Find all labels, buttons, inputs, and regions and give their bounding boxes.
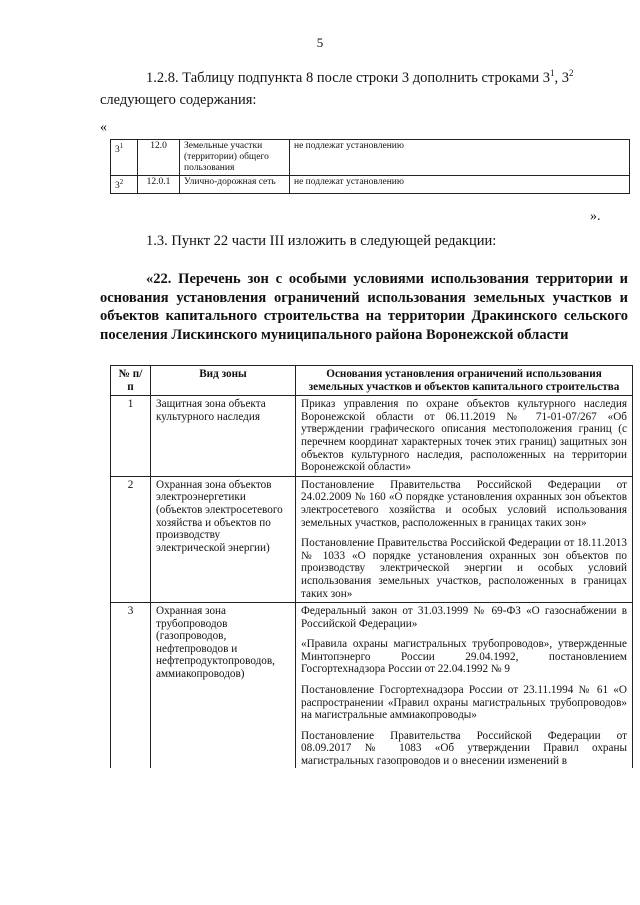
item-1-3: 1.3. Пункт 22 части III изложить в следующей редакции: (146, 233, 497, 249)
header-zone: Вид зоны (151, 366, 296, 396)
superscript: 1 (550, 68, 555, 78)
zone-name: Защитная зона объекта культурного наследия (151, 396, 296, 477)
quote-close: ». (590, 209, 601, 224)
legal-basis: Постановление Правительства Российской Федерации от 24.02.2009 № 160 «О порядке установления охранных зон объектов электросетевого хозяйства и особых условий использования земельных участков, расположенных в границах таких зон» (301, 478, 627, 529)
legal-basis: Приказ управления по охране объектов культурного наследия Воронежской области от 06.11.2019 № 71-01-07/267 «Об утверждении графического описания местоположения границ (с перечнем координат характерных точек этих границ) защитных зон объектов культурного наследия, расположенных на территории Воронежской области» (301, 398, 627, 474)
legal-basis: Федеральный закон от 31.03.1999 № 69-ФЗ «О газоснабжении в Российской Федерации» (301, 605, 627, 630)
superscript: 1 (119, 142, 124, 150)
row-code: 12.0.1 (138, 176, 180, 194)
row-code: 12.0 (138, 140, 180, 176)
table-row (111, 603, 633, 768)
row-value: не подлежат установлению (290, 176, 630, 194)
zone-name: Охранная зона объектов электроэнергетики (объектов электросетевого хозяйства и объектов по производству электрической энергии) (151, 476, 296, 602)
table-row (111, 140, 630, 176)
table-header-row (111, 366, 633, 396)
quote-open: « (100, 120, 107, 135)
table-row (111, 476, 633, 602)
legal-basis: Постановление Правительства Российской Федерации от 08.09.2017 № 1083 «Об утверждении Правил охраны магистральных газопроводов и о внесении изменений в (301, 729, 627, 768)
legal-basis: Постановление Правительства Российской Федерации от 18.11.2013 № 1033 «О порядке установления охранных зон объектов по производству электрической энергии и особых условий использования земельных участков, расположенных в границах таких зон» (301, 537, 627, 600)
header-number: № п/п (111, 366, 151, 396)
zone-bases (296, 396, 633, 477)
heading-text: «22. Перечень зон с особыми условиями использования территории и основания установления ограничений использования земельных участков и объектов капитального строительства на территории Дракинского сельского поселения Лискинского муниципального района Воронежской области (100, 271, 628, 343)
zones-table (110, 365, 633, 768)
item-1-2-8-text: 1.2.8. Таблицу подпункта 8 после строки 3 дополнить строками 3 (146, 69, 551, 86)
row-number: 2 (111, 476, 151, 602)
small-table (110, 139, 630, 194)
superscript: 2 (569, 68, 574, 78)
legal-basis: «Правила охраны магистральных трубопроводов», утвержденные Минтопэнерго России 29.04.1992, постановлением Госгортехнадзора России от 22.04.1992 № 9 (301, 638, 627, 676)
row-name: Улично-дорожная сеть (180, 176, 290, 194)
item-1-2-8 (146, 68, 574, 87)
superscript: 2 (119, 178, 124, 186)
section-heading (100, 270, 628, 344)
item-1-2-8-mid: , 3 (554, 69, 570, 86)
item-1-2-8-continuation: следующего содержания: (100, 92, 257, 108)
table-row (111, 176, 630, 194)
legal-basis: Постановление Госгортехнадзора России от 23.11.1994 № 61 «О распространении «Правил охраны магистральных трубопроводов» на магистральные аммиакопроводы» (301, 684, 627, 722)
row-value: не подлежат установлению (290, 140, 630, 176)
row-number: $3^2$ (111, 176, 138, 194)
zone-bases (296, 603, 633, 768)
row-name: Земельные участки (территории) общего пользования (180, 140, 290, 176)
row-number: 1 (111, 396, 151, 477)
row-number: $3^1$ (111, 140, 138, 176)
row-number: 3 (111, 603, 151, 768)
page-number: 5 (316, 35, 324, 50)
table-row (111, 396, 633, 477)
header-bases: Основания установления ограничений использования земельных участков и объектов капитального строительства (296, 366, 633, 396)
zone-name: Охранная зона трубопроводов (газопроводов, нефтепроводов и нефтепродуктопроводов, аммиакопроводов) (151, 603, 296, 768)
zone-bases (296, 476, 633, 602)
